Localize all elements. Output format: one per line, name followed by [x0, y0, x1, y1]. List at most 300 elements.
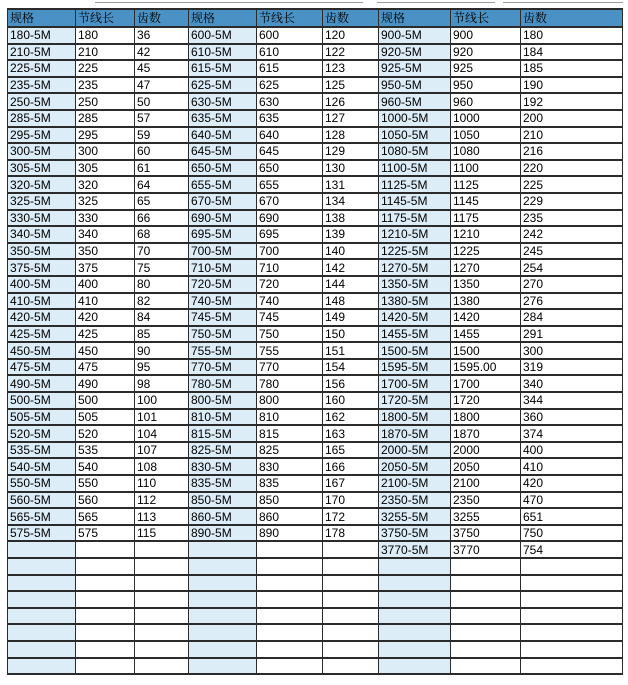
cell-spec: 655-5M	[189, 176, 257, 193]
cell-spec: 410-5M	[8, 293, 76, 310]
cell-pitch-length: 695	[257, 226, 323, 243]
table-row	[8, 359, 623, 376]
cell-spec: 810-5M	[189, 409, 257, 426]
cell-pitch-length: 2050	[451, 458, 521, 475]
cell-spec: 835-5M	[189, 475, 257, 492]
cell-spec: 750-5M	[189, 326, 257, 343]
cell-teeth: 128	[323, 127, 379, 144]
cell-teeth: 374	[521, 425, 623, 442]
cell-spec	[189, 624, 257, 641]
table-row	[8, 608, 623, 625]
cell-spec	[379, 558, 451, 575]
cell-spec: 180-5M	[8, 27, 76, 44]
cell-pitch-length: 500	[76, 392, 135, 409]
cell-teeth: 36	[135, 27, 189, 44]
cell-teeth: 123	[323, 60, 379, 77]
cell-teeth: 82	[135, 293, 189, 310]
table-row	[8, 558, 623, 575]
cell-pitch-length: 920	[451, 44, 521, 61]
cell-teeth: 184	[521, 44, 623, 61]
cell-teeth: 108	[135, 458, 189, 475]
cell-spec: 1050-5M	[379, 127, 451, 144]
cell-teeth	[323, 575, 379, 592]
table-row	[8, 508, 623, 525]
cell-spec: 1720-5M	[379, 392, 451, 409]
cell-pitch-length: 425	[76, 326, 135, 343]
cell-spec: 1100-5M	[379, 160, 451, 177]
table-row	[8, 641, 623, 658]
cell-pitch-length: 825	[257, 442, 323, 459]
cell-pitch-length: 755	[257, 342, 323, 359]
cell-teeth	[323, 608, 379, 625]
cell-spec	[8, 591, 76, 608]
cell-teeth: 162	[323, 409, 379, 426]
cell-pitch-length	[451, 624, 521, 641]
cell-teeth	[521, 591, 623, 608]
cell-pitch-length: 520	[76, 425, 135, 442]
cell-teeth: 110	[135, 475, 189, 492]
cell-spec: 1700-5M	[379, 375, 451, 392]
cell-pitch-length: 400	[76, 276, 135, 293]
cell-pitch-length: 615	[257, 60, 323, 77]
cell-pitch-length	[257, 658, 323, 675]
cell-pitch-length	[76, 558, 135, 575]
cell-pitch-length: 325	[76, 193, 135, 210]
table-row	[8, 27, 623, 44]
cell-spec: 565-5M	[8, 508, 76, 525]
cell-spec: 615-5M	[189, 60, 257, 77]
table-row	[8, 193, 623, 210]
header-row	[8, 9, 623, 27]
col-header-teeth: 齿数	[135, 9, 189, 27]
cell-spec: 560-5M	[8, 492, 76, 509]
cell-pitch-length: 410	[76, 293, 135, 310]
cell-spec: 375-5M	[8, 259, 76, 276]
cell-pitch-length	[76, 641, 135, 658]
cell-spec: 700-5M	[189, 243, 257, 260]
cell-spec: 830-5M	[189, 458, 257, 475]
table-row	[8, 143, 623, 160]
cell-spec: 1175-5M	[379, 210, 451, 227]
cell-pitch-length: 830	[257, 458, 323, 475]
cell-teeth: 130	[323, 160, 379, 177]
cell-teeth: 85	[135, 326, 189, 343]
cell-spec: 780-5M	[189, 375, 257, 392]
cell-pitch-length: 1175	[451, 210, 521, 227]
table-row	[8, 458, 623, 475]
cell-spec: 1145-5M	[379, 193, 451, 210]
cell-pitch-length: 860	[257, 508, 323, 525]
cell-pitch-length	[257, 575, 323, 592]
cell-pitch-length: 1720	[451, 392, 521, 409]
cell-pitch-length: 295	[76, 127, 135, 144]
cell-spec: 210-5M	[8, 44, 76, 61]
cell-teeth: 42	[135, 44, 189, 61]
cell-spec: 1455-5M	[379, 326, 451, 343]
cell-pitch-length: 420	[76, 309, 135, 326]
cell-teeth: 100	[135, 392, 189, 409]
cell-pitch-length: 900	[451, 27, 521, 44]
table-row	[8, 210, 623, 227]
cell-pitch-length: 1350	[451, 276, 521, 293]
clipped-row-top-border	[503, 2, 623, 3]
cell-teeth: 65	[135, 193, 189, 210]
cell-teeth: 104	[135, 425, 189, 442]
cell-teeth: 178	[323, 525, 379, 542]
cell-teeth: 98	[135, 375, 189, 392]
cell-spec: 540-5M	[8, 458, 76, 475]
table-row	[8, 409, 623, 426]
cell-spec: 520-5M	[8, 425, 76, 442]
table-row	[8, 525, 623, 542]
cell-teeth: 242	[521, 226, 623, 243]
cell-spec: 1270-5M	[379, 259, 451, 276]
cell-pitch-length: 810	[257, 409, 323, 426]
cell-spec: 2350-5M	[379, 492, 451, 509]
cell-teeth: 122	[323, 44, 379, 61]
cell-spec: 610-5M	[189, 44, 257, 61]
cell-teeth: 66	[135, 210, 189, 227]
cell-pitch-length: 625	[257, 77, 323, 94]
cell-spec: 400-5M	[8, 276, 76, 293]
cell-pitch-length: 1700	[451, 375, 521, 392]
cell-spec: 3750-5M	[379, 525, 451, 542]
cell-teeth: 68	[135, 226, 189, 243]
cell-spec: 1350-5M	[379, 276, 451, 293]
cell-teeth: 140	[323, 243, 379, 260]
table-row	[8, 160, 623, 177]
cell-pitch-length: 1595.00	[451, 359, 521, 376]
cell-spec: 850-5M	[189, 492, 257, 509]
cell-pitch-length	[257, 641, 323, 658]
table-row	[8, 541, 623, 558]
col-header-spec: 规格	[8, 9, 76, 27]
cell-teeth	[323, 658, 379, 675]
cell-spec: 1125-5M	[379, 176, 451, 193]
cell-pitch-length: 300	[76, 143, 135, 160]
cell-spec: 1380-5M	[379, 293, 451, 310]
cell-teeth: 120	[323, 27, 379, 44]
table-row	[8, 624, 623, 641]
table-row	[8, 392, 623, 409]
table-row	[8, 127, 623, 144]
cell-spec: 630-5M	[189, 93, 257, 110]
cell-pitch-length: 285	[76, 110, 135, 127]
cell-pitch-length: 750	[257, 326, 323, 343]
table-row	[8, 425, 623, 442]
cell-pitch-length	[451, 608, 521, 625]
cell-spec: 1080-5M	[379, 143, 451, 160]
cell-spec: 420-5M	[8, 309, 76, 326]
cell-teeth: 125	[323, 77, 379, 94]
cell-spec: 950-5M	[379, 77, 451, 94]
cell-teeth: 61	[135, 160, 189, 177]
cell-spec: 800-5M	[189, 392, 257, 409]
cell-teeth: 80	[135, 276, 189, 293]
cell-teeth: 163	[323, 425, 379, 442]
cell-spec: 860-5M	[189, 508, 257, 525]
cell-teeth: 150	[323, 326, 379, 343]
cell-teeth: 300	[521, 342, 623, 359]
cell-spec	[189, 541, 257, 558]
cell-spec: 745-5M	[189, 309, 257, 326]
cell-pitch-length: 340	[76, 226, 135, 243]
cell-pitch-length: 1145	[451, 193, 521, 210]
cell-teeth: 131	[323, 176, 379, 193]
col-header-teeth: 齿数	[521, 9, 623, 27]
cell-pitch-length	[257, 591, 323, 608]
cell-teeth	[521, 624, 623, 641]
cell-spec: 3770-5M	[379, 541, 451, 558]
cell-spec: 670-5M	[189, 193, 257, 210]
cell-pitch-length: 950	[451, 77, 521, 94]
cell-teeth: 142	[323, 259, 379, 276]
cell-spec: 740-5M	[189, 293, 257, 310]
cell-pitch-length: 1870	[451, 425, 521, 442]
cell-spec: 960-5M	[379, 93, 451, 110]
table-body	[8, 27, 623, 674]
cell-teeth: 190	[521, 77, 623, 94]
cell-pitch-length: 3750	[451, 525, 521, 542]
cell-teeth	[323, 591, 379, 608]
cell-teeth: 60	[135, 143, 189, 160]
cell-pitch-length	[257, 541, 323, 558]
cell-teeth: 149	[323, 309, 379, 326]
table-row	[8, 276, 623, 293]
table-row	[8, 77, 623, 94]
cell-spec: 635-5M	[189, 110, 257, 127]
table-row	[8, 293, 623, 310]
cell-pitch-length	[451, 658, 521, 675]
cell-pitch-length: 305	[76, 160, 135, 177]
cell-pitch-length: 635	[257, 110, 323, 127]
cell-pitch-length: 1050	[451, 127, 521, 144]
table-row	[8, 93, 623, 110]
cell-spec	[8, 641, 76, 658]
cell-teeth: 50	[135, 93, 189, 110]
cell-pitch-length: 235	[76, 77, 135, 94]
cell-teeth: 192	[521, 93, 623, 110]
cell-spec: 320-5M	[8, 176, 76, 193]
cell-teeth: 750	[521, 525, 623, 542]
cell-teeth: 254	[521, 259, 623, 276]
cell-pitch-length: 1380	[451, 293, 521, 310]
table-row	[8, 176, 623, 193]
cell-teeth: 75	[135, 259, 189, 276]
cell-pitch-length: 450	[76, 342, 135, 359]
table-row	[8, 259, 623, 276]
cell-pitch-length: 800	[257, 392, 323, 409]
cell-pitch-length: 690	[257, 210, 323, 227]
cell-pitch-length: 1000	[451, 110, 521, 127]
cell-spec	[189, 591, 257, 608]
cell-pitch-length: 740	[257, 293, 323, 310]
cell-spec: 1800-5M	[379, 409, 451, 426]
cell-pitch-length: 815	[257, 425, 323, 442]
cell-pitch-length: 640	[257, 127, 323, 144]
cell-spec: 920-5M	[379, 44, 451, 61]
cell-pitch-length: 210	[76, 44, 135, 61]
cell-teeth: 360	[521, 409, 623, 426]
cell-teeth: 160	[323, 392, 379, 409]
cell-teeth: 284	[521, 309, 623, 326]
cell-pitch-length	[451, 641, 521, 658]
col-header-pitch-length: 节线长	[76, 9, 135, 27]
cell-spec	[379, 575, 451, 592]
cell-teeth: 47	[135, 77, 189, 94]
cell-spec	[8, 558, 76, 575]
table-row	[8, 591, 623, 608]
table-row	[8, 243, 623, 260]
cell-pitch-length	[76, 575, 135, 592]
cell-teeth: 95	[135, 359, 189, 376]
cell-pitch-length: 2350	[451, 492, 521, 509]
clipped-row-top-border	[95, 2, 363, 3]
cell-pitch-length: 565	[76, 508, 135, 525]
cell-teeth: 57	[135, 110, 189, 127]
cell-spec: 330-5M	[8, 210, 76, 227]
cell-spec	[8, 575, 76, 592]
cell-pitch-length: 850	[257, 492, 323, 509]
cell-spec: 1225-5M	[379, 243, 451, 260]
cell-teeth: 154	[323, 359, 379, 376]
cell-pitch-length: 960	[451, 93, 521, 110]
cell-pitch-length: 320	[76, 176, 135, 193]
cell-spec: 1000-5M	[379, 110, 451, 127]
cell-spec: 325-5M	[8, 193, 76, 210]
cell-pitch-length: 610	[257, 44, 323, 61]
cell-spec: 300-5M	[8, 143, 76, 160]
cell-spec	[8, 608, 76, 625]
cell-pitch-length: 925	[451, 60, 521, 77]
cell-teeth	[323, 541, 379, 558]
cell-spec: 1870-5M	[379, 425, 451, 442]
cell-spec	[189, 641, 257, 658]
cell-teeth	[135, 624, 189, 641]
cell-spec: 295-5M	[8, 127, 76, 144]
cell-teeth: 276	[521, 293, 623, 310]
col-header-teeth: 齿数	[323, 9, 379, 27]
table-row	[8, 60, 623, 77]
cell-spec: 900-5M	[379, 27, 451, 44]
cell-teeth: 344	[521, 392, 623, 409]
table-row	[8, 442, 623, 459]
table-row	[8, 309, 623, 326]
cell-pitch-length: 745	[257, 309, 323, 326]
belt-spec-table	[7, 8, 623, 675]
cell-spec: 1420-5M	[379, 309, 451, 326]
cell-teeth: 216	[521, 143, 623, 160]
cell-pitch-length: 490	[76, 375, 135, 392]
cell-teeth: 59	[135, 127, 189, 144]
col-header-spec: 规格	[379, 9, 451, 27]
cell-spec: 550-5M	[8, 475, 76, 492]
cell-pitch-length: 700	[257, 243, 323, 260]
cell-teeth	[521, 575, 623, 592]
cell-pitch-length: 1210	[451, 226, 521, 243]
cell-spec: 2100-5M	[379, 475, 451, 492]
cell-teeth: 235	[521, 210, 623, 227]
cell-spec	[8, 658, 76, 675]
cell-teeth: 115	[135, 525, 189, 542]
cell-teeth: 112	[135, 492, 189, 509]
cell-teeth: 180	[521, 27, 623, 44]
cell-pitch-length: 1100	[451, 160, 521, 177]
cell-pitch-length: 550	[76, 475, 135, 492]
cell-spec: 770-5M	[189, 359, 257, 376]
cell-teeth: 167	[323, 475, 379, 492]
cell-spec: 340-5M	[8, 226, 76, 243]
cell-teeth: 754	[521, 541, 623, 558]
table-row	[8, 575, 623, 592]
cell-pitch-length	[257, 558, 323, 575]
cell-spec: 235-5M	[8, 77, 76, 94]
cell-pitch-length: 2100	[451, 475, 521, 492]
cell-teeth: 225	[521, 176, 623, 193]
table-row	[8, 342, 623, 359]
cell-spec	[379, 608, 451, 625]
cell-teeth	[135, 658, 189, 675]
cell-teeth: 129	[323, 143, 379, 160]
cell-teeth: 210	[521, 127, 623, 144]
cell-spec: 1210-5M	[379, 226, 451, 243]
cell-teeth: 139	[323, 226, 379, 243]
cell-pitch-length: 645	[257, 143, 323, 160]
cell-teeth: 172	[323, 508, 379, 525]
cell-spec: 645-5M	[189, 143, 257, 160]
cell-spec: 600-5M	[189, 27, 257, 44]
cell-teeth	[135, 608, 189, 625]
cell-teeth: 200	[521, 110, 623, 127]
cell-spec: 625-5M	[189, 77, 257, 94]
cell-pitch-length	[76, 658, 135, 675]
cell-teeth	[323, 558, 379, 575]
cell-teeth: 84	[135, 309, 189, 326]
cell-spec: 285-5M	[8, 110, 76, 127]
cell-pitch-length: 375	[76, 259, 135, 276]
cell-teeth: 166	[323, 458, 379, 475]
cell-teeth: 229	[521, 193, 623, 210]
cell-pitch-length	[257, 608, 323, 625]
cell-pitch-length: 505	[76, 409, 135, 426]
cell-spec: 450-5M	[8, 342, 76, 359]
cell-teeth	[135, 575, 189, 592]
cell-teeth	[323, 624, 379, 641]
cell-teeth: 144	[323, 276, 379, 293]
cell-spec: 475-5M	[8, 359, 76, 376]
cell-pitch-length: 780	[257, 375, 323, 392]
cell-spec: 720-5M	[189, 276, 257, 293]
cell-spec	[379, 624, 451, 641]
cell-spec: 2050-5M	[379, 458, 451, 475]
cell-teeth	[135, 591, 189, 608]
cell-spec: 755-5M	[189, 342, 257, 359]
cell-spec: 890-5M	[189, 525, 257, 542]
cell-pitch-length	[76, 624, 135, 641]
cell-pitch-length: 1455	[451, 326, 521, 343]
cell-spec: 710-5M	[189, 259, 257, 276]
table-row	[8, 475, 623, 492]
cell-teeth: 113	[135, 508, 189, 525]
clipped-row-top-border	[377, 2, 495, 3]
cell-pitch-length	[76, 541, 135, 558]
cell-pitch-length: 540	[76, 458, 135, 475]
cell-spec	[189, 575, 257, 592]
cell-teeth: 420	[521, 475, 623, 492]
cell-spec: 925-5M	[379, 60, 451, 77]
cell-teeth: 134	[323, 193, 379, 210]
cell-pitch-length: 1080	[451, 143, 521, 160]
